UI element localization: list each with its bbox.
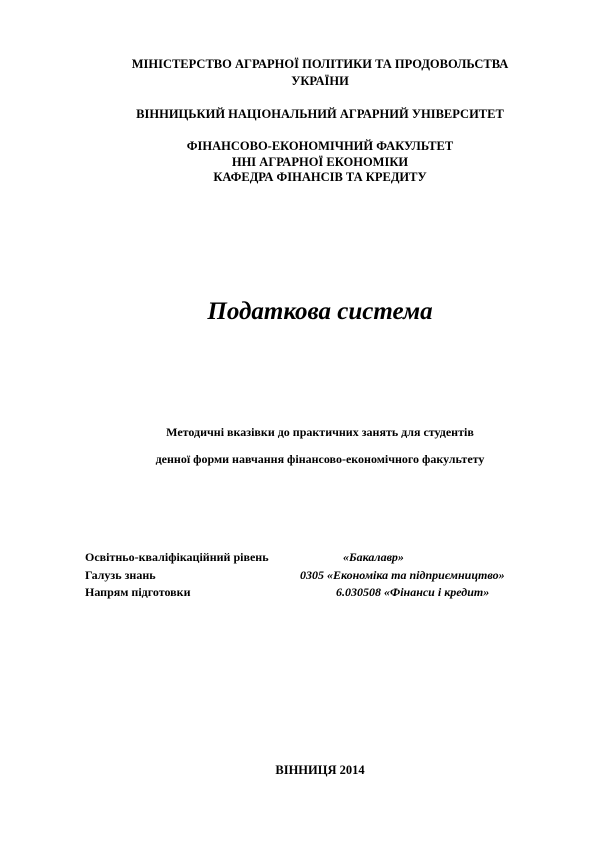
info-label-direction: Напрям підготовки: [85, 585, 191, 599]
faculty-name: ФІНАНСОВО-ЕКОНОМІЧНИЙ ФАКУЛЬТЕТ: [186, 139, 454, 153]
info-row-direction: [85, 584, 585, 600]
institute-name: ННІ АГРАРНОЇ ЕКОНОМІКИ: [231, 155, 409, 169]
info-label-level: Освітньо-кваліфікаційний рівень: [85, 550, 269, 564]
subtitle-line-1: Методичні вказівки до практичних занять для студентів: [166, 425, 474, 439]
info-label-field: Галузь знань: [85, 568, 156, 582]
ministry-line-1: МІНІСТЕРСТВО АГРАРНОЇ ПОЛІТИКИ ТА ПРОДОВОЛЬСТВА: [131, 57, 509, 71]
info-row-field: [85, 567, 585, 583]
ministry-line-2: УКРАЇНИ: [291, 74, 349, 88]
info-row-level: [85, 549, 585, 565]
info-value-direction: 6.030508 «Фінанси і кредит»: [336, 585, 490, 599]
document-title: Податкова система: [207, 298, 433, 325]
info-value-field: 0305 «Економіка та підприємництво»: [300, 568, 505, 582]
department-name: КАФЕДРА ФІНАНСІВ ТА КРЕДИТУ: [213, 170, 427, 184]
university-name: ВІННИЦЬКИЙ НАЦІОНАЛЬНИЙ АГРАРНИЙ УНІВЕРСИТЕТ: [136, 107, 504, 121]
footer-city-year: ВІННИЦЯ 2014: [275, 763, 365, 777]
info-value-level: «Бакалавр»: [343, 550, 404, 564]
subtitle-line-2: денної форми навчання фінансово-економічного факультету: [155, 452, 485, 466]
